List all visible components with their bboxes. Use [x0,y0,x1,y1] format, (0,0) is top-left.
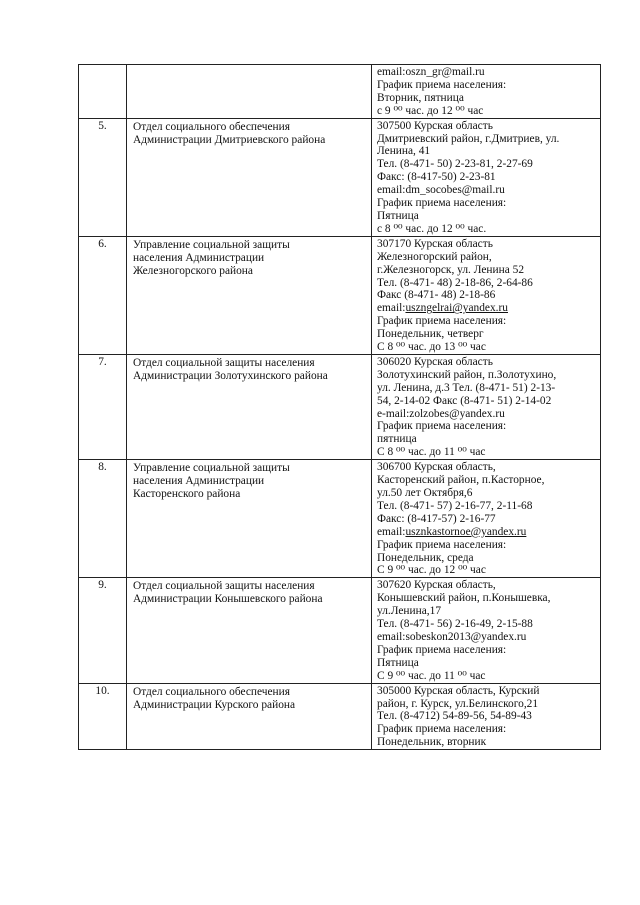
contact-info-text: Тел. (8-4712) 54-89-56, 54-89-43 [377,710,532,723]
contact-info-text: Понедельник, среда [377,551,474,564]
organization-name-cell [127,578,372,683]
contact-info-text: Ленина, 41 [377,145,431,158]
contact-info-text: Факс (8-471- 48) 2-18-86 [377,289,496,302]
contact-info-text: С 8 ⁰⁰ час. до 13 ⁰⁰ час [377,341,486,354]
contact-info-line [377,461,598,474]
contact-info-text: Факс: (8-417-57) 2-16-77 [377,512,496,525]
contact-info-text: с 8 ⁰⁰ час. до 12 ⁰⁰ час. [377,222,487,235]
contact-info-line [377,698,598,711]
contact-info-text: С 9 ⁰⁰ час. до 11 ⁰⁰ час [377,669,486,682]
contact-info-text: email:dm_socobes@mail.ru [377,184,505,197]
contact-info-line [377,736,598,749]
table-body [79,65,601,750]
organization-name-cell [127,65,372,119]
contact-info-text: Понедельник, четверг [377,328,484,341]
contact-info-text: email: [377,525,406,538]
contact-info-text: Тел. (8-471- 50) 2-23-81, 2-27-69 [377,158,533,171]
organization-name-cell [127,118,372,236]
organization-name-line: Касторенского района [133,488,241,500]
contact-info-line [377,564,598,577]
organization-name-line: Администрации Конышевского района [133,593,323,606]
contact-info-text: Понедельник, вторник [377,736,487,749]
contact-info-line [377,251,598,264]
contact-info-line [377,685,598,698]
contact-info-line [377,197,598,210]
table-row [79,578,601,683]
organization-name-line: Отдел социальной защиты населения [133,356,315,369]
contact-info-text: График приема населения: [377,78,507,91]
contact-info-line [377,408,598,421]
contact-info-line [377,513,598,526]
organization-name-line: Отдел социального обеспечения [133,685,290,698]
contact-info-line [377,395,598,408]
contact-info-text: 307500 Курская область [377,119,493,132]
contact-info-line [377,171,598,184]
contact-info-cell [372,460,601,578]
contact-info-cell [372,683,601,750]
contact-info-text: Золотухинский район, п.Золотухино, [377,368,557,381]
contact-info-line [377,500,598,513]
contact-info-text: 305000 Курская область, Курский [377,684,540,697]
contact-info-text: 307620 Курская область, [377,579,496,592]
contact-info-line [377,631,598,644]
contact-info-line [377,382,598,395]
organization-name-line: Железногорского района [133,264,253,277]
contact-info-text: График приема населения: [377,420,507,433]
organization-name-line: Администрации Дмитриевского района [133,133,326,146]
contact-info-line [377,223,598,236]
contact-info-text: График приема населения: [377,643,507,656]
contact-info-text: Железногорский район, [377,250,492,263]
organization-name-line: Управление социальной защиты [133,462,290,475]
contact-info-text: Дмитриевский район, г.Дмитриев, ул. [377,132,560,145]
contact-info-text: пятница [377,433,417,446]
organization-name-line: Администрации Золотухинского района [133,369,328,382]
contact-info-text: e-mail:zolzobes@yandex.ru [377,407,505,420]
contact-info-text: Тел. (8-471- 57) 2-16-77, 2-11-68 [377,499,533,512]
organization-name-line: Администрации Курского района [133,698,296,711]
contact-info-line [377,264,598,277]
contact-info-text: 307170 Курская область [377,237,493,250]
email-link[interactable]: uszngelrai@yandex.ru [405,302,508,315]
contact-info-text: С 9 ⁰⁰ час. до 12 ⁰⁰ час [377,564,486,577]
contact-info-text: Тел. (8-471- 56) 2-16-49, 2-15-88 [377,618,533,631]
contact-info-text: График приема населения: [377,197,507,210]
contact-info-line [377,446,598,459]
contact-info-cell [372,236,601,354]
contact-info-line [377,66,598,79]
contact-info-line [377,420,598,433]
contact-info-line [377,79,598,92]
contact-info-text: район, г. Курск, ул.Белинского,21 [377,697,539,710]
table-row [79,354,601,459]
organization-name-cell [127,236,372,354]
contact-info-text: ул.50 лет Октября,6 [377,487,473,499]
contact-info-text: График приема населения: [377,723,507,736]
row-number: 8. [79,460,127,578]
contact-info-text: г.Железногорск, ул. Ленина 52 [377,263,525,276]
contact-info-line [377,670,598,683]
contact-info-line [377,433,598,446]
contact-info-line [377,657,598,670]
contact-info-text: График приема населения: [377,538,507,551]
contact-info-line [377,356,598,369]
contact-info-cell [372,578,601,683]
contact-info-text: ул. Ленина, д.3 Тел. (8-471- 51) 2-13- [377,381,556,394]
organization-name-line: Управление социальной защиты [133,238,290,251]
contact-info-text: Касторенский район, п.Касторное, [377,474,545,487]
table-row [79,460,601,578]
contact-info-text: Тел. (8-471- 48) 2-18-86, 2-64-86 [377,276,533,289]
organization-name-line: Отдел социальной защиты населения [133,580,315,593]
row-number: 5. [79,118,127,236]
contact-info-text: ул.Ленина,17 [377,605,442,618]
contact-info-text: График приема населения: [377,315,507,328]
contact-info-line [377,145,598,158]
contact-info-text: email:oszn_gr@mail.ru [377,66,485,78]
contact-info-line [377,644,598,657]
contact-info-text: 54, 2-14-02 Факс (8-471- 51) 2-14-02 [377,394,552,407]
contact-info-line [377,605,598,618]
organization-name-cell [127,460,372,578]
row-number: 10. [79,683,127,750]
contact-info-text: 306020 Курская область [377,355,493,368]
contact-info-line [377,618,598,631]
contact-info-text: 306700 Курская область, [377,461,496,474]
contact-info-line [377,579,598,592]
contact-info-line [377,315,598,328]
row-number [79,65,127,119]
organization-name-line: населения Администрации [133,475,265,488]
contact-info-line [377,289,598,302]
table-row [79,118,601,236]
contact-info-cell [372,65,601,119]
table-row [79,65,601,119]
contact-info-line [377,184,598,197]
contact-info-line [377,526,598,539]
organization-name-line: Отдел социального обеспечения [133,120,290,133]
contact-info-text: С 8 ⁰⁰ час. до 11 ⁰⁰ час [377,446,486,459]
contact-info-text: email: [377,302,406,315]
contact-info-line [377,474,598,487]
organization-name-cell [127,683,372,750]
organization-name-line: населения Администрации [133,251,265,264]
row-number: 6. [79,236,127,354]
contact-info-cell [372,354,601,459]
table-row [79,683,601,750]
contact-info-line [377,369,598,382]
contact-info-line [377,158,598,171]
contact-info-line [377,723,598,736]
row-number: 9. [79,578,127,683]
contact-info-line [377,92,598,105]
email-link[interactable]: usznkastornoe@yandex.ru [405,525,527,538]
table-row [79,236,601,354]
contact-info-line [377,238,598,251]
contact-info-line [377,710,598,723]
contact-info-line [377,105,598,118]
contact-info-cell [372,118,601,236]
contact-info-line [377,487,598,500]
contact-info-line [377,210,598,223]
organization-name-cell [127,354,372,459]
contact-info-text: с 9 ⁰⁰ час. до 12 ⁰⁰ час [377,104,484,117]
contact-info-text: Пятница [377,656,419,669]
contact-info-text: email:sobeskon2013@yandex.ru [377,630,527,643]
contact-info-text: Факс: (8-417-50) 2-23-81 [377,171,496,184]
contact-info-line [377,592,598,605]
contact-info-line [377,328,598,341]
contact-info-line [377,277,598,290]
row-number: 7. [79,354,127,459]
contact-info-line [377,341,598,354]
contact-info-line [377,539,598,552]
social-protection-offices-table [78,64,601,750]
contact-info-line [377,552,598,565]
contact-info-text: Конышевский район, п.Конышевка, [377,592,551,605]
contact-info-line [377,133,598,146]
contact-info-text: Пятница [377,209,419,222]
contact-info-line [377,302,598,315]
contact-info-text: Вторник, пятница [377,91,464,104]
contact-info-line [377,120,598,133]
